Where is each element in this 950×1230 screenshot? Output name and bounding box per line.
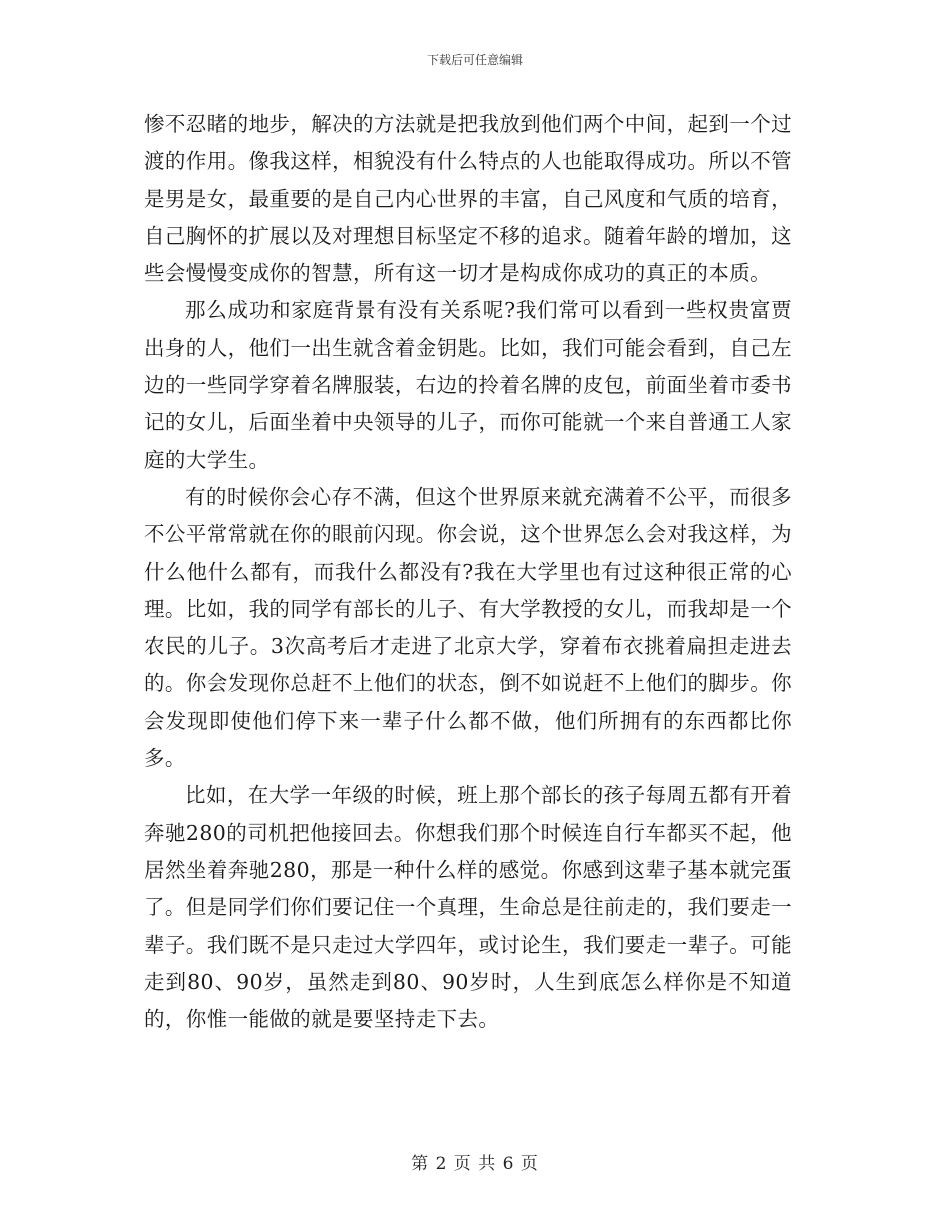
page-number-footer: 第 2 页 共 6 页 [411,1154,539,1174]
page-header: 下载后可任意编辑 [426,53,523,67]
document-body [144,106,792,1038]
paragraph-1: 惨不忍睹的地步，解决的方法就是把我放到他们两个中间，起到一个过渡的作用。像我这样，相貌没有什么特点的人也能取得成功。所以不管是男是女，最重要的是自己内心世界的丰富，自己风度和气质的培育，自己胸怀的扩展以及对理想目标坚定不移的追求。随着年龄的增加，这些会慢慢变成你的智慧，所有这一切才是构成你成功的真正的本质。 [144,112,792,286]
paragraph-4: 比如，在大学一年级的时候，班上那个部长的孩子每周五都有开着奔驰280的司机把他接回去。你想我们那个时候连自行车都买不起，他居然坐着奔驰280，那是一种什么样的感觉。你感到这辈子基本就完蛋了。但是同学们你们要记住一个真理，生命总是往前走的，我们要走一辈子。我们既不是只走过大学四年，或讨论生，我们要走一辈子。可能走到80、90岁，虽然走到80、90岁时，人生到底怎么样你是不知道的，你惟一能做的就是要坚持走下去。 [144,783,792,1032]
paragraph-2: 那么成功和家庭背景有没有关系呢?我们常可以看到一些权贵富贾出身的人，他们一出生就含着金钥匙。比如，我们可能会看到，自己左边的一些同学穿着名牌服装，右边的拎着名牌的皮包，前面坐着市委书记的女儿，后面坐着中央领导的儿子，而你可能就一个来自普通工人家庭的大学生。 [144,298,792,472]
paragraph-3: 有的时候你会心存不满，但这个世界原来就充满着不公平，而很多不公平常常就在你的眼前闪现。你会说，这个世界怎么会对我这样，为什么他什么都有，而我什么都没有?我在大学里也有过这种很正常的心理。比如，我的同学有部长的儿子、有大学教授的女儿，而我却是一个农民的儿子。3次高考后才走进了北京大学，穿着布衣挑着扁担走进去的。你会发现你总赶不上他们的状态，倒不如说赶不上他们的脚步。你会发现即使他们停下来一辈子什么都不做，他们所拥有的东西都比你多。 [144,484,792,771]
